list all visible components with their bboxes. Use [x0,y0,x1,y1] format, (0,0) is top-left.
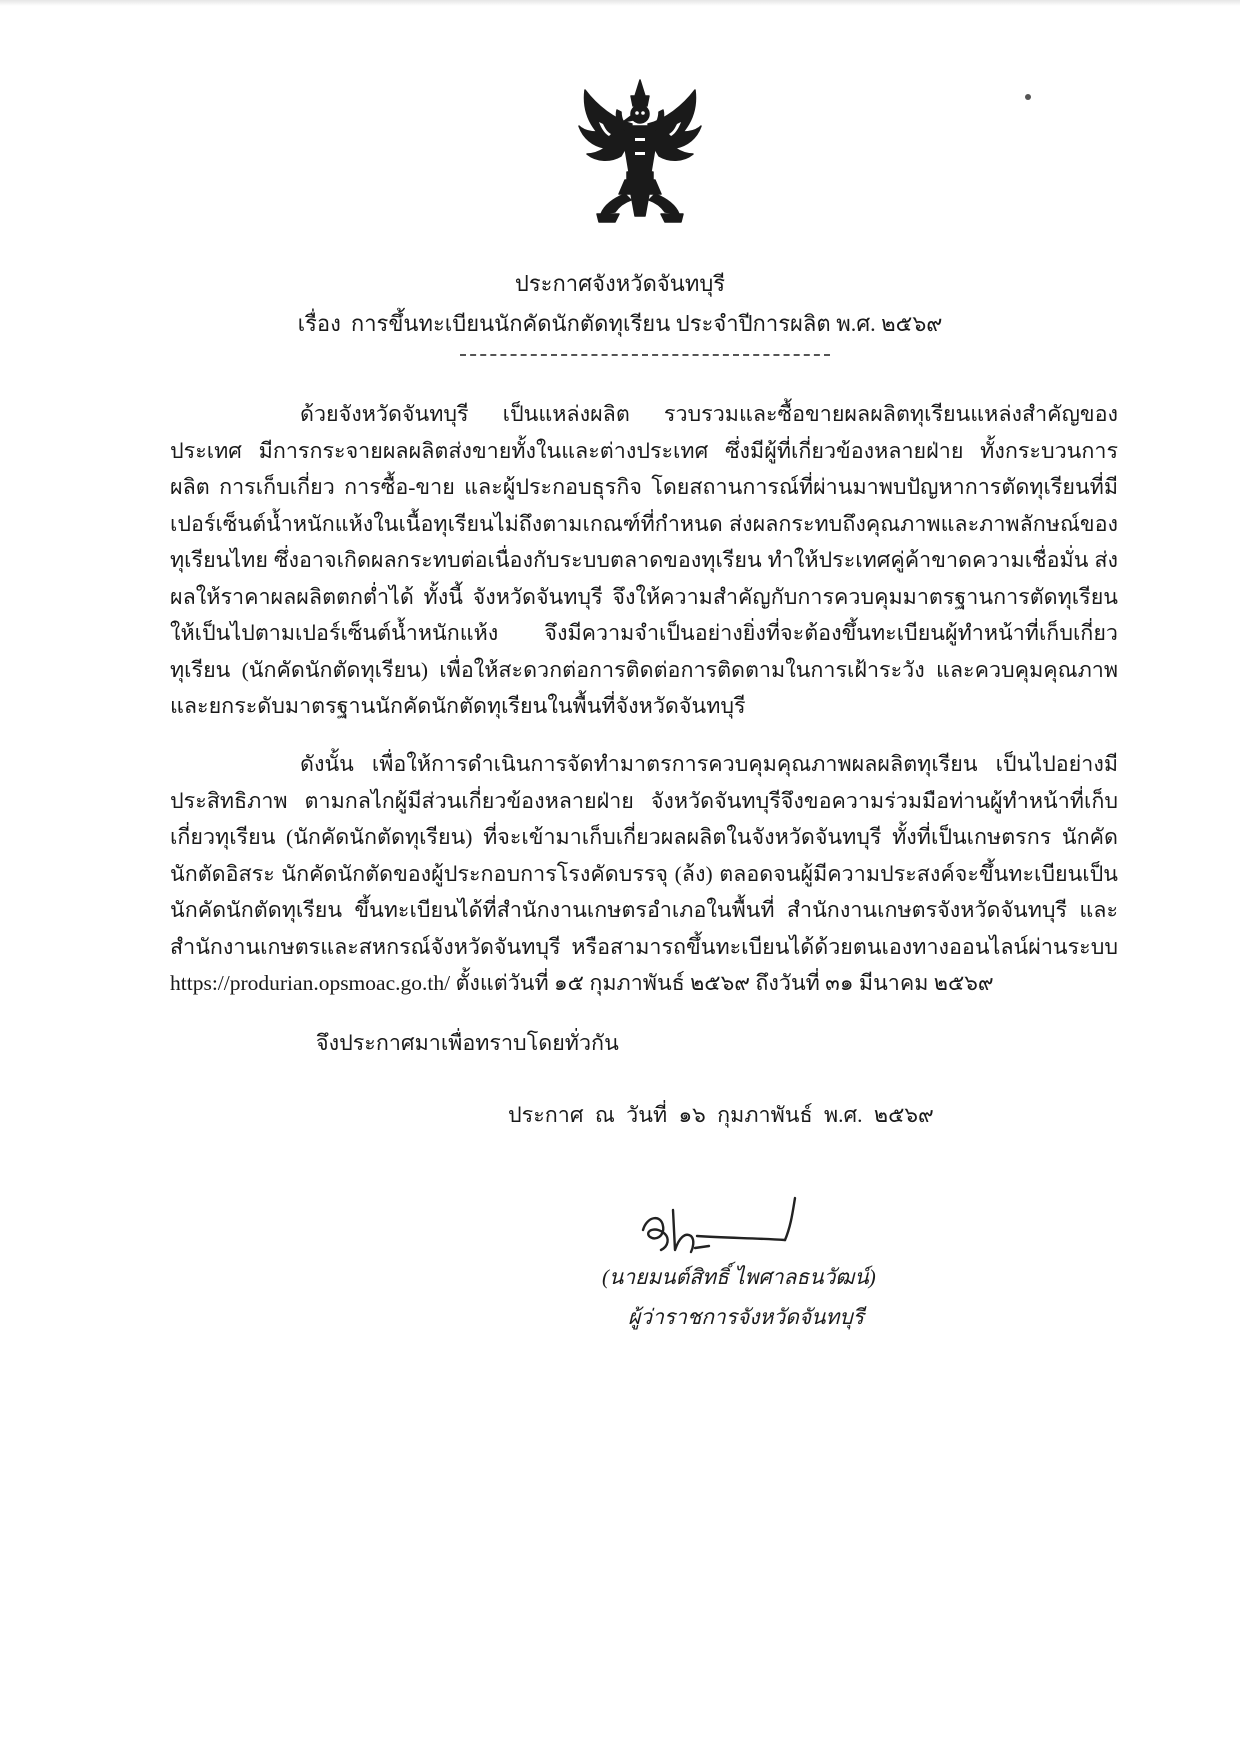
signer-name: (นายมนต์สิทธิ์ ไพศาลธนวัฒน์) [602,1265,876,1289]
body-paragraph-1: ด้วยจังหวัดจันทบุรี เป็นแหล่งผลิต รวบรวมและซื้อขายผลผลิตทุเรียนแหล่งสำคัญของประเทศ มีการกระจายผลผลิตส่งขายทั้งในและต่างประเทศ ซึ่งมีผู้ที่เกี่ยวข้องหลายฝ่าย ทั้งกระบวนการผลิต การเก็บเกี่ยว การซื้อ-ขาย และผู้ประกอบธุรกิจ โดยสถานการณ์ที่ผ่านมาพบปัญหาการตัดทุเรียนที่มีเปอร์เซ็นต์น้ำหนักแห้งในเนื้อทุเรียนไม่ถึงตามเกณฑ์ที่กำหนด ส่งผลกระทบถึงคุณภาพและภาพลักษณ์ของทุเรียนไทย ซึ่งอาจเกิดผลกระทบต่อเนื่องกับระบบตลาดของทุเรียน ทำให้ประเทศคู่ค้าขาดความเชื่อมั่น ส่งผลให้ราคาผลผลิตตกต่ำได้ ทั้งนี้ จังหวัดจันทบุรี จึงให้ความสำคัญกับการควบคุมมาตรฐานการตัดทุเรียน ให้เป็นไปตามเปอร์เซ็นต์น้ำหนักแห้ง จึงมีความจำเป็นอย่างยิ่งที่จะต้องขึ้นทะเบียนผู้ทำหน้าที่เก็บเกี่ยวทุเรียน (นักคัดนักตัดทุเรียน) เพื่อให้สะดวกต่อการติดต่อการติดตามในการเฝ้าระวัง และควบคุมคุณภาพและยกระดับมาตรฐานนักคัดนักตัดทุเรียนในพื้นที่จังหวัดจันทบุรี [170,402,1118,718]
subject-text: การขึ้นทะเบียนนักคัดนักตัดทุเรียน ประจำปีการผลิต พ.ศ. ๒๕๖๙ [350,311,943,336]
announcement-issuer: ประกาศจังหวัดจันทบุรี [514,271,726,296]
signer-title: ผู้ว่าราชการจังหวัดจันทบุรี [628,1305,864,1329]
garuda-emblem-icon [575,76,705,226]
scan-edge [0,0,1240,6]
body-paragraph-2: ดังนั้น เพื่อให้การดำเนินการจัดทำมาตรการควบคุมคุณภาพผลผลิตทุเรียน เป็นไปอย่างมีประสิทธิภาพ ตามกลไกผู้มีส่วนเกี่ยวข้องหลายฝ่าย จังหวัดจันทบุรีจึงขอความร่วมมือท่านผู้ทำหน้าที่เก็บเกี่ยวทุเรียน (นักคัดนักตัดทุเรียน) ที่จะเข้ามาเก็บเกี่ยวผลผลิตในจังหวัดจันทบุรี ทั้งที่เป็นเกษตรกร นักคัดนักตัดอิสระ นักคัดนักตัดของผู้ประกอบการโรงคัดบรรจุ (ล้ง) ตลอดจนผู้มีความประสงค์จะขึ้นทะเบียนเป็นนักคัดนักตัดทุเรียน ขึ้นทะเบียนได้ที่สำนักงานเกษตรอำเภอในพื้นที่ สำนักงานเกษตรจังหวัดจันทบุรี และสำนักงานเกษตรและสหกรณ์จังหวัดจันทบุรี หรือสามารถขึ้นทะเบียนได้ด้วยตนเองทางออนไลน์ผ่านระบบ https://produrian.opsmoac.go.th/ ตั้งแต่วันที่ ๑๕ กุมภาพันธ์ ๒๕๖๙ ถึงวันที่ ๓๑ มีนาคม ๒๕๖๙ [170,752,1118,995]
handwritten-signature [635,1196,815,1266]
scan-speck [1025,94,1031,100]
announcement-subject [0,310,1240,338]
heading-divider [460,354,830,356]
announcement-date: ประกาศ ณ วันที่ ๑๖ กุมภาพันธ์ พ.ศ. ๒๕๖๙ [508,1103,934,1127]
closing-statement: จึงประกาศมาเพื่อทราบโดยทั่วกัน [316,1031,619,1055]
subject-label: เรื่อง [297,311,341,336]
